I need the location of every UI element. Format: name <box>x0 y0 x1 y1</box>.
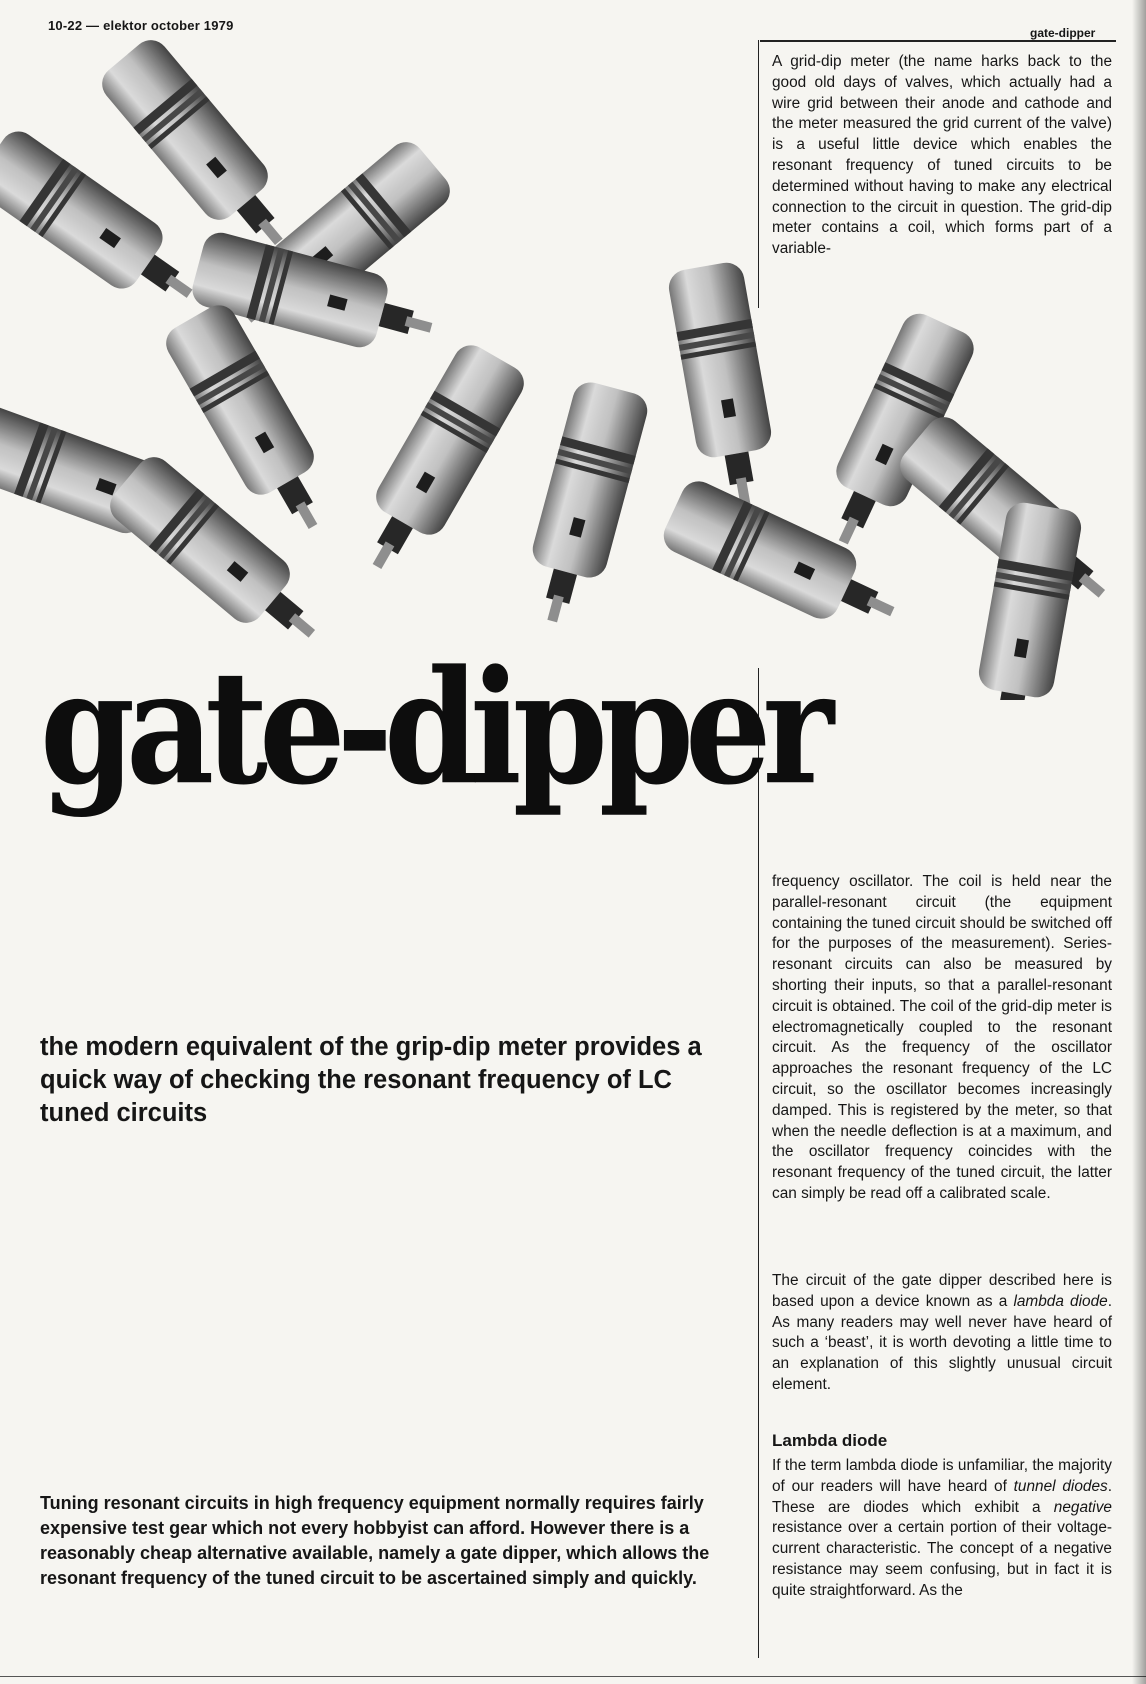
body-paragraph <box>772 1271 1112 1396</box>
section-heading: Lambda diode <box>772 1431 888 1450</box>
intro-column-text: A grid-dip meter (the name harks back to the good old days of valves, which actually had a wire grid between their anode and cathode and the meter measured the grid current of the valve) is a useful little device which enables the resonant frequency of tuned circuits to be determined without having to make any electrical connection to the circuit in question. The grid-dip meter contains a coil, which forms part of a variable- <box>772 53 1112 258</box>
emphasis-text: lambda diode <box>1013 1292 1108 1310</box>
page-edge-shadow <box>1132 0 1146 1684</box>
article-title: gate-dipper <box>40 636 826 821</box>
body-text: . As many readers may well never have heard of such a ‘beast’, it is worth devoting a little time to an explanation of this slightly unusual circuit element. <box>772 1292 1112 1393</box>
running-header-left: 10-22 — elektor october 1979 <box>48 18 234 33</box>
body-text: resistance over a certain portion of their voltage-current characteristic. The concept of a negative resistance may seem confusing, but in fact it is quite straightforward. As the <box>772 1519 1112 1599</box>
article-subtitle: the modern equivalent of the grip-dip meter provides a quick way of checking the resonant frequency of LC tuned circuits <box>40 1033 702 1127</box>
lead-paragraph: Tuning resonant circuits in high frequency equipment normally requires fairly expensive test gear which not every hobbyist can afford. However there is a reasonably cheap alternative available, namely a gate dipper, which allows the resonant frequency of the tuned circuit to be ascertained simply and quickly. <box>40 1493 710 1588</box>
body-paragraph: frequency oscillator. The coil is held near the parallel-resonant circuit (the equipment containing the tuned circuit should be switched off for the purposes of the measurement). Series-resonant circuits can also be measured by shorting their inputs, so that a parallel-resonant circuit is obtained. The coil of the grid-dip meter is electromagnetically coupled to the resonant circuit. As the frequency of the oscillator approaches the resonant frequency of the LC circuit, so the oscillator becomes increasingly damped. This is registered by the meter, so that when the needle deflection is at a maximum, and the oscillator frequency coincides with the resonant frequency of the tuned circuit, the latter can simply be read off a calibrated scale. <box>772 873 1112 1202</box>
emphasis-text: tunnel diodes <box>1013 1477 1108 1495</box>
body-text: If the term lambda diode is unfamiliar, the majority of our readers will have heard of <box>772 1457 1112 1495</box>
footer-rule <box>0 1676 1146 1677</box>
emphasis-text: negative <box>1053 1498 1112 1516</box>
body-text: . These are diodes which exhibit a <box>772 1477 1112 1516</box>
body-text: The circuit of the gate dipper described here is based upon a device known as a <box>772 1272 1112 1310</box>
running-header-right: gate-dipper <box>1030 26 1096 40</box>
body-paragraph <box>772 1456 1112 1602</box>
column-rule <box>758 888 759 1658</box>
